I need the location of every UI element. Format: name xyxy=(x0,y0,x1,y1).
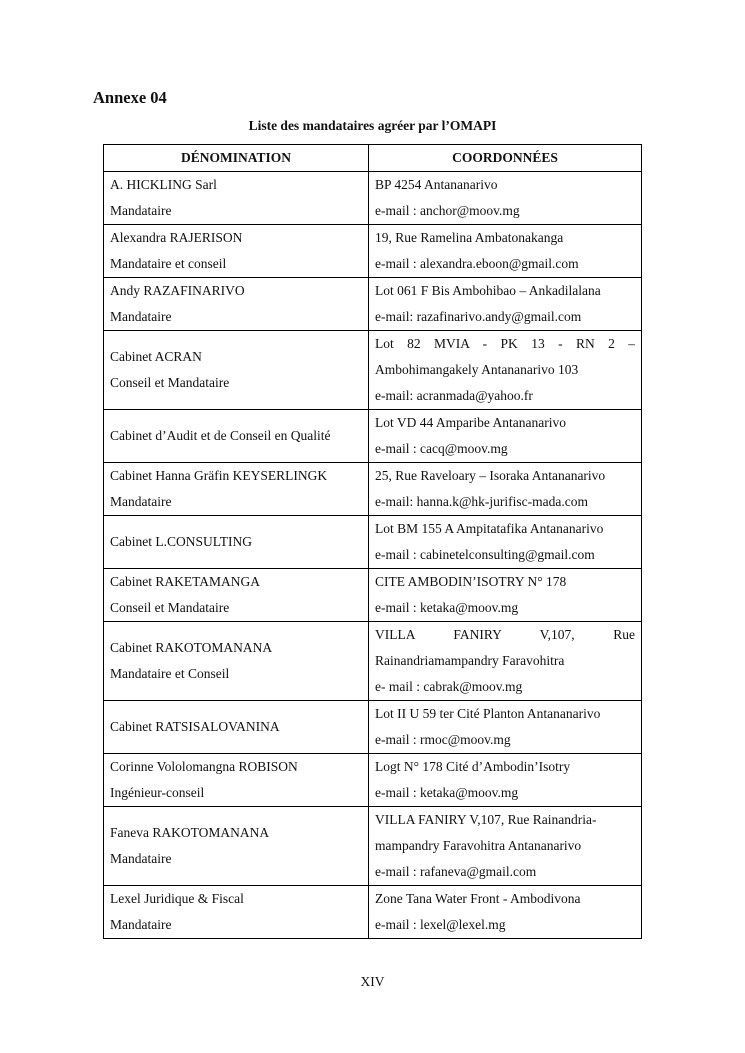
address-line: Lot II U 59 ter Cité Planton Antananarivo xyxy=(375,706,601,721)
mandataire-role: Mandataire xyxy=(110,851,172,866)
email-line: e-mail: razafinarivo.andy@gmail.com xyxy=(375,309,582,324)
mandataire-role: Mandataire et Conseil xyxy=(110,666,230,681)
address-line: Zone Tana Water Front - Ambodivona xyxy=(375,891,581,906)
address-line: Lot BM 155 A Ampitatafika Antananarivo xyxy=(375,521,604,536)
denomination-cell xyxy=(104,569,369,622)
address-line: CITE AMBODIN’ISOTRY N° 178 xyxy=(375,574,567,589)
table-row xyxy=(104,807,642,886)
table-row xyxy=(104,172,642,225)
denomination-cell xyxy=(104,886,369,939)
mandataire-role: Conseil et Mandataire xyxy=(110,600,230,615)
coordonnees-cell xyxy=(369,569,642,622)
mandataire-name: Cabinet RATSISALOVANINA xyxy=(110,719,280,734)
email-line: e-mail : ketaka@moov.mg xyxy=(375,785,519,800)
column-header-coordonnees: COORDONNÉES xyxy=(369,145,642,172)
table-caption: Liste des mandataires agréer par l’OMAPI xyxy=(248,118,497,133)
table-row xyxy=(104,701,642,754)
email-line: e-mail : rmoc@moov.mg xyxy=(375,732,511,747)
mandataire-name: Corinne Vololomangna ROBISON xyxy=(110,759,298,774)
mandataire-name: Cabinet ACRAN xyxy=(110,349,202,364)
denomination-cell xyxy=(104,225,369,278)
email-line: e-mail : cabinetelconsulting@gmail.com xyxy=(375,547,595,562)
coordonnees-cell xyxy=(369,622,642,701)
address-line: VILLA FANIRY V,107, Rue Rainandria- xyxy=(375,812,597,827)
mandataire-role: Mandataire et conseil xyxy=(110,256,227,271)
email-line: e-mail : cacq@moov.mg xyxy=(375,441,508,456)
email-line: e-mail : rafaneva@gmail.com xyxy=(375,864,537,879)
table-row xyxy=(104,463,642,516)
email-line: e-mail : alexandra.eboon@gmail.com xyxy=(375,256,579,271)
denomination-cell xyxy=(104,410,369,463)
table-row xyxy=(104,278,642,331)
address-line: 25, Rue Raveloary – Isoraka Antananarivo xyxy=(375,468,606,483)
table-row xyxy=(104,225,642,278)
table-row xyxy=(104,331,642,410)
denomination-cell xyxy=(104,701,369,754)
denomination-cell xyxy=(104,331,369,410)
address-line: Ambohimangakely Antananarivo 103 xyxy=(375,362,579,377)
mandataire-name: Cabinet RAKETAMANGA xyxy=(110,574,261,589)
email-line: e- mail : cabrak@moov.mg xyxy=(375,679,523,694)
coordonnees-cell xyxy=(369,463,642,516)
table-row xyxy=(104,754,642,807)
email-line: e-mail: acranmada@yahoo.fr xyxy=(375,388,533,403)
coordonnees-cell xyxy=(369,807,642,886)
mandataire-name: Cabinet L.CONSULTING xyxy=(110,534,252,549)
address-line: Lot 061 F Bis Ambohibao – Ankadilalana xyxy=(375,283,601,298)
mandataire-role: Conseil et Mandataire xyxy=(110,375,230,390)
mandataire-name: Cabinet d’Audit et de Conseil en Qualité xyxy=(110,428,331,443)
coordonnees-cell xyxy=(369,701,642,754)
mandataire-role: Ingénieur-conseil xyxy=(110,785,205,800)
mandataire-name: Andy RAZAFINARIVO xyxy=(110,283,245,298)
address-line: Lot 82 MVIA - PK 13 - RN 2 – xyxy=(375,336,635,351)
mandataire-role: Mandataire xyxy=(110,309,172,324)
email-line: e-mail: hanna.k@hk-jurifisc-mada.com xyxy=(375,494,588,509)
coordonnees-cell xyxy=(369,278,642,331)
denomination-cell xyxy=(104,754,369,807)
address-line: mampandry Faravohitra Antananarivo xyxy=(375,838,582,853)
mandataire-name: Lexel Juridique & Fiscal xyxy=(110,891,244,906)
table-row xyxy=(104,569,642,622)
coordonnees-cell xyxy=(369,410,642,463)
table-body xyxy=(104,172,642,939)
address-line: VILLA FANIRY V,107, Rue xyxy=(375,627,635,642)
table-row xyxy=(104,410,642,463)
denomination-cell xyxy=(104,172,369,225)
mandataire-name: A. HICKLING Sarl xyxy=(110,177,217,192)
column-header-denomination: DÉNOMINATION xyxy=(104,145,369,172)
mandataires-table xyxy=(103,144,642,939)
table-header-row xyxy=(104,145,642,172)
address-line: BP 4254 Antananarivo xyxy=(375,177,498,192)
annex-heading: Annexe 04 xyxy=(93,88,167,107)
address-line: Lot VD 44 Amparibe Antananarivo xyxy=(375,415,566,430)
coordonnees-cell xyxy=(369,754,642,807)
page-number: XIV xyxy=(360,974,385,989)
coordonnees-cell xyxy=(369,172,642,225)
mandataire-role: Mandataire xyxy=(110,203,172,218)
coordonnees-cell xyxy=(369,516,642,569)
denomination-cell xyxy=(104,463,369,516)
mandataire-name: Cabinet Hanna Gräfin KEYSERLINGK xyxy=(110,468,328,483)
address-line: 19, Rue Ramelina Ambatonakanga xyxy=(375,230,564,245)
mandataire-name: Alexandra RAJERISON xyxy=(110,230,243,245)
mandataire-name: Cabinet RAKOTOMANANA xyxy=(110,640,273,655)
table-row xyxy=(104,516,642,569)
address-line: Logt N° 178 Cité d’Ambodin’Isotry xyxy=(375,759,571,774)
email-line: e-mail : anchor@moov.mg xyxy=(375,203,520,218)
mandataire-role: Mandataire xyxy=(110,917,172,932)
coordonnees-cell xyxy=(369,225,642,278)
address-line: Rainandriamampandry Faravohitra xyxy=(375,653,565,668)
denomination-cell xyxy=(104,807,369,886)
coordonnees-cell xyxy=(369,886,642,939)
denomination-cell xyxy=(104,278,369,331)
coordonnees-cell xyxy=(369,331,642,410)
table-row xyxy=(104,886,642,939)
mandataire-role: Mandataire xyxy=(110,494,172,509)
table-row xyxy=(104,622,642,701)
email-line: e-mail : lexel@lexel.mg xyxy=(375,917,506,932)
denomination-cell xyxy=(104,622,369,701)
email-line: e-mail : ketaka@moov.mg xyxy=(375,600,519,615)
denomination-cell xyxy=(104,516,369,569)
mandataire-name: Faneva RAKOTOMANANA xyxy=(110,825,270,840)
